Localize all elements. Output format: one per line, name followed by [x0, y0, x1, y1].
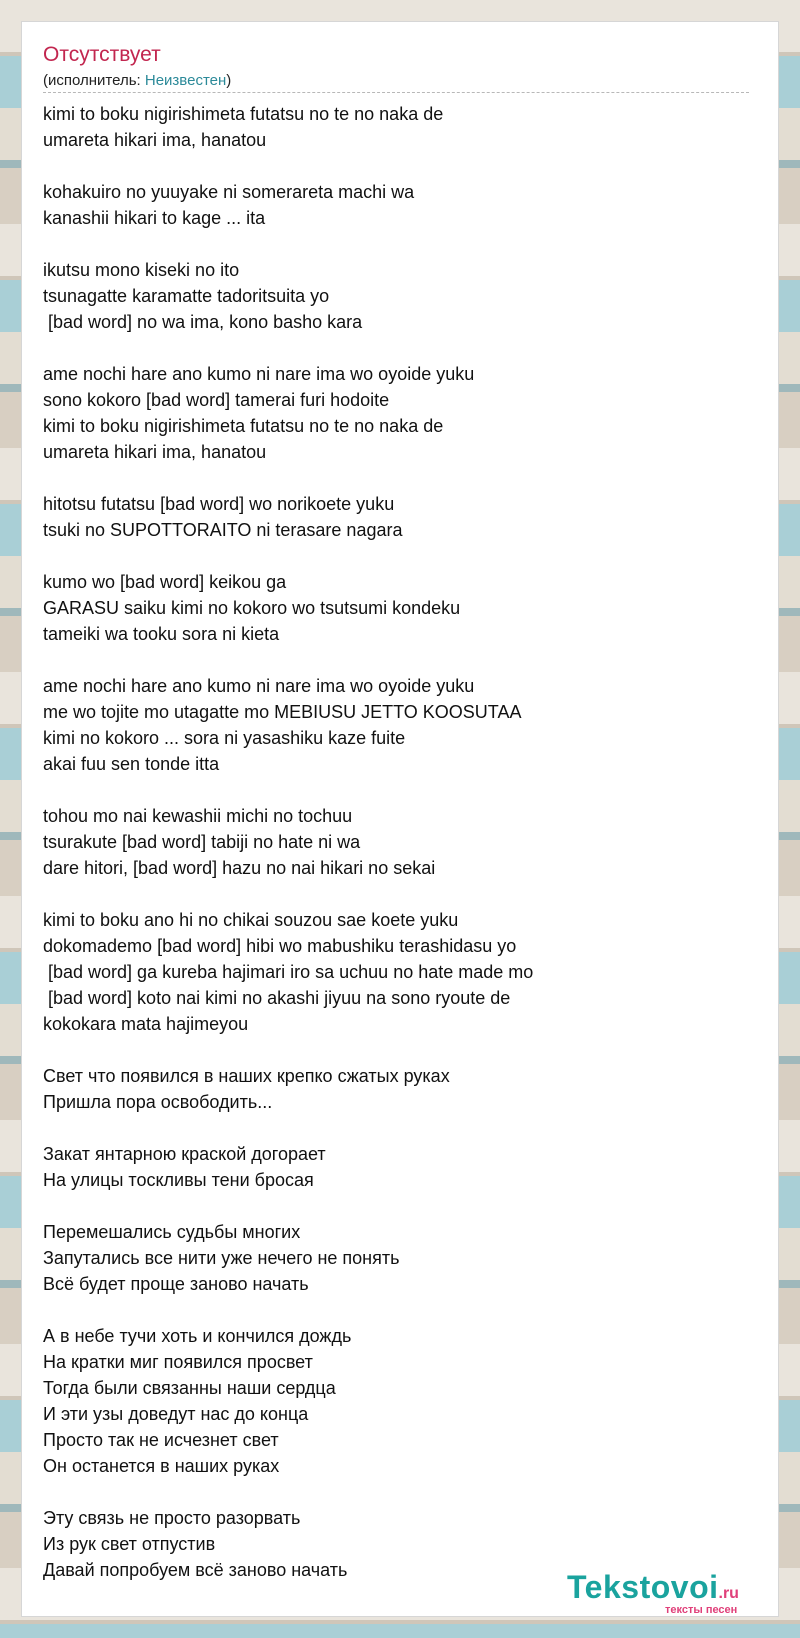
lyric-line: tsunagatte karamatte tadoritsuita yo [43, 286, 330, 306]
lyric-line: umareta hikari ima, hanatou [43, 442, 267, 462]
song-title: Отсутствует [43, 43, 161, 66]
lyrics-stanza [43, 1063, 763, 1115]
lyric-line: hitotsu futatsu [bad word] wo norikoete yuku [43, 494, 395, 514]
lyrics-stanza [43, 1141, 763, 1193]
lyrics-stanza [43, 101, 763, 153]
lyrics-text [43, 101, 763, 1609]
lyrics-stanza [43, 569, 763, 647]
lyric-line: kumo wo [bad word] keikou ga [43, 572, 287, 592]
lyric-line: tohou mo nai kewashii michi no tochuu [43, 806, 353, 826]
lyrics-stanza [43, 907, 763, 1037]
lyric-line: kimi no kokoro ... sora ni yasashiku kaze fuite [43, 728, 406, 748]
lyric-line: Перемешались судьбы многих [43, 1222, 301, 1242]
lyric-line: me wo tojite mo utagatte mo MEBIUSU JETTO KOOSUTAA [43, 702, 522, 722]
lyric-line: umareta hikari ima, hanatou [43, 130, 267, 150]
lyric-line: Закат янтарною краской догорает [43, 1144, 326, 1164]
artist-link[interactable]: Неизвестен [144, 72, 227, 89]
artist-line [43, 72, 231, 89]
lyrics-stanza [43, 257, 763, 335]
lyric-line: Всё будет проще заново начать [43, 1274, 309, 1294]
lyric-line: tsurakute [bad word] tabiji no hate ni wa [43, 832, 361, 852]
artist-suffix: ) [226, 72, 232, 89]
lyric-line: dokomademo [bad word] hibi wo mabushiku terashidasu yo [43, 936, 517, 956]
lyric-line: Давай попробуем всё заново начать [43, 1560, 348, 1580]
logo-name: Tekstovoi [567, 1569, 719, 1605]
lyrics-stanza [43, 673, 763, 777]
title-divider [43, 92, 749, 93]
logo-tagline: тексты песен [665, 1604, 738, 1616]
lyric-line: Из рук свет отпустив [43, 1534, 216, 1554]
lyric-line: kimi to boku ano hi no chikai souzou sae koete yuku [43, 910, 459, 930]
lyric-line: На улицы тоскливы тени бросая [43, 1170, 314, 1190]
lyrics-stanza [43, 1219, 763, 1297]
lyric-line: kimi to boku nigirishimeta futatsu no te no naka de [43, 416, 444, 436]
lyrics-card [21, 21, 779, 1617]
lyric-line: kohakuiro no yuuyake ni somerareta machi wa [43, 182, 415, 202]
lyric-line: [bad word] koto nai kimi no akashi jiyuu na sono ryoute de [43, 988, 511, 1008]
lyric-line: ame nochi hare ano kumo ni nare ima wo oyoide yuku [43, 364, 475, 384]
lyric-line: dare hitori, [bad word] hazu no nai hikari no sekai [43, 858, 436, 878]
lyric-line: ame nochi hare ano kumo ni nare ima wo oyoide yuku [43, 676, 475, 696]
lyric-line: Свет что появился в наших крепко сжатых руках [43, 1066, 450, 1086]
lyric-line: Он останется в наших руках [43, 1456, 280, 1476]
lyric-line: Тогда были связанны наши сердца [43, 1378, 336, 1398]
lyrics-stanza [43, 491, 763, 543]
lyric-line: kimi to boku nigirishimeta futatsu no te no naka de [43, 104, 444, 124]
lyric-line: kokokara mata hajimeyou [43, 1014, 249, 1034]
logo-tld: .ru [718, 1585, 739, 1602]
lyric-line: [bad word] no wa ima, kono basho kara [43, 312, 363, 332]
lyric-line: [bad word] ga kureba hajimari iro sa uchuu no hate made mo [43, 962, 534, 982]
lyric-line: На кратки миг появился просвет [43, 1352, 313, 1372]
lyric-line: ikutsu mono kiseki no ito [43, 260, 240, 280]
lyric-line: GARASU saiku kimi no kokoro wo tsutsumi kondeku [43, 598, 461, 618]
lyrics-stanza [43, 179, 763, 231]
lyric-line: akai fuu sen tonde itta [43, 754, 220, 774]
lyrics-stanza [43, 803, 763, 881]
lyric-line: tameiki wa tooku sora ni kieta [43, 624, 280, 644]
lyric-line: Просто так не исчезнет свет [43, 1430, 279, 1450]
lyric-line: А в небе тучи хоть и кончился дождь [43, 1326, 352, 1346]
lyric-line: Эту связь не просто разорвать [43, 1508, 301, 1528]
artist-prefix: (исполнитель: [43, 72, 145, 89]
lyric-line: Пришла пора освободить... [43, 1092, 273, 1112]
lyric-line: И эти узы доведут нас до конца [43, 1404, 309, 1424]
lyric-line: kanashii hikari to kage ... ita [43, 208, 266, 228]
lyric-line: tsuki no SUPOTTORAITO ni terasare nagara [43, 520, 403, 540]
lyrics-stanza [43, 361, 763, 465]
lyric-line: Запутались все нити уже нечего не понять [43, 1248, 400, 1268]
lyrics-stanza [43, 1323, 763, 1479]
site-logo[interactable] [567, 1569, 739, 1616]
lyric-line: sono kokoro [bad word] tamerai furi hodoite [43, 390, 390, 410]
